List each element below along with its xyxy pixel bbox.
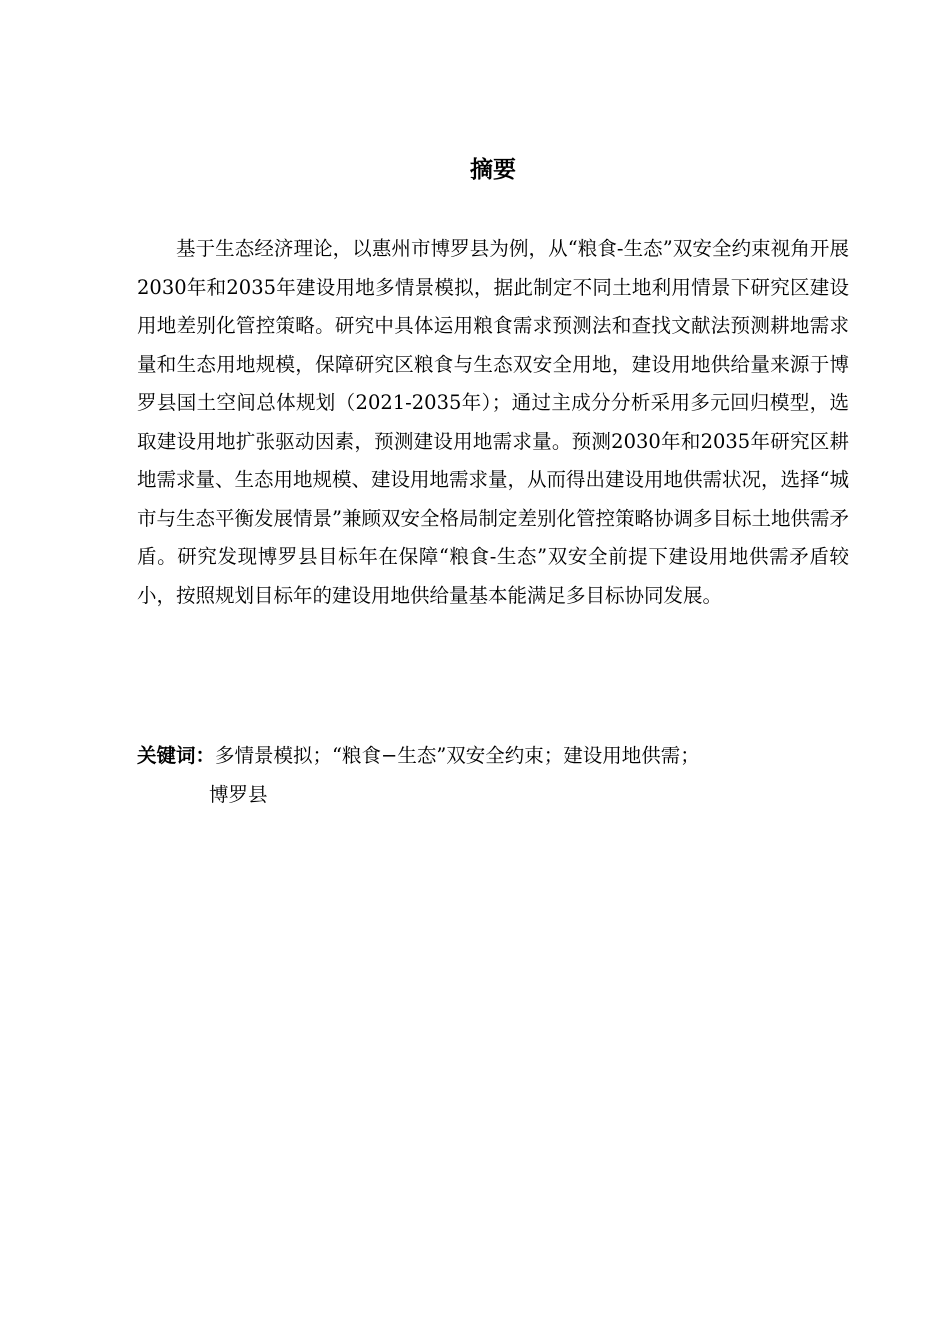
keywords-label: 关键词： [137, 744, 216, 767]
keywords-section [137, 737, 849, 814]
keywords-line-1: 多情景模拟；“粮食−生态”双安全约束；建设用地供需； [215, 744, 700, 767]
abstract-title: 摘要 [470, 157, 516, 183]
keywords-line-2: 博罗县 [209, 782, 268, 806]
abstract-paragraph: 基于生态经济理论，以惠州市博罗县为例，从“粮食-生态”双安全约束视角开展2030年和2035年建设用地多情景模拟，据此制定不同土地利用情景下研究区建设用地差别化管控策略。研究中具体运用粮食需求预测法和查找文献法预测耕地需求量和生态用地规模，保障研究区粮食与生态双安全用地，建设用地供给量来源于博罗县国土空间总体规划（2021-2035年）；通过主成分分析采用多元回归模型，选取建设用地扩张驱动因素，预测建设用地需求量。预测2030年和2035年研究区耕地需求量、生态用地规模、建设用地需求量，从而得出建设用地供需状况，选择“城市与生态平衡发展情景”兼顾双安全格局制定差别化管控策略协调多目标土地供需矛盾。研究发现博罗县目标年在保障“粮食-生态”双安全前提下建设用地供需矛盾较小，按照规划目标年的建设用地供给量基本能满足多目标协同发展。 [137, 237, 849, 607]
